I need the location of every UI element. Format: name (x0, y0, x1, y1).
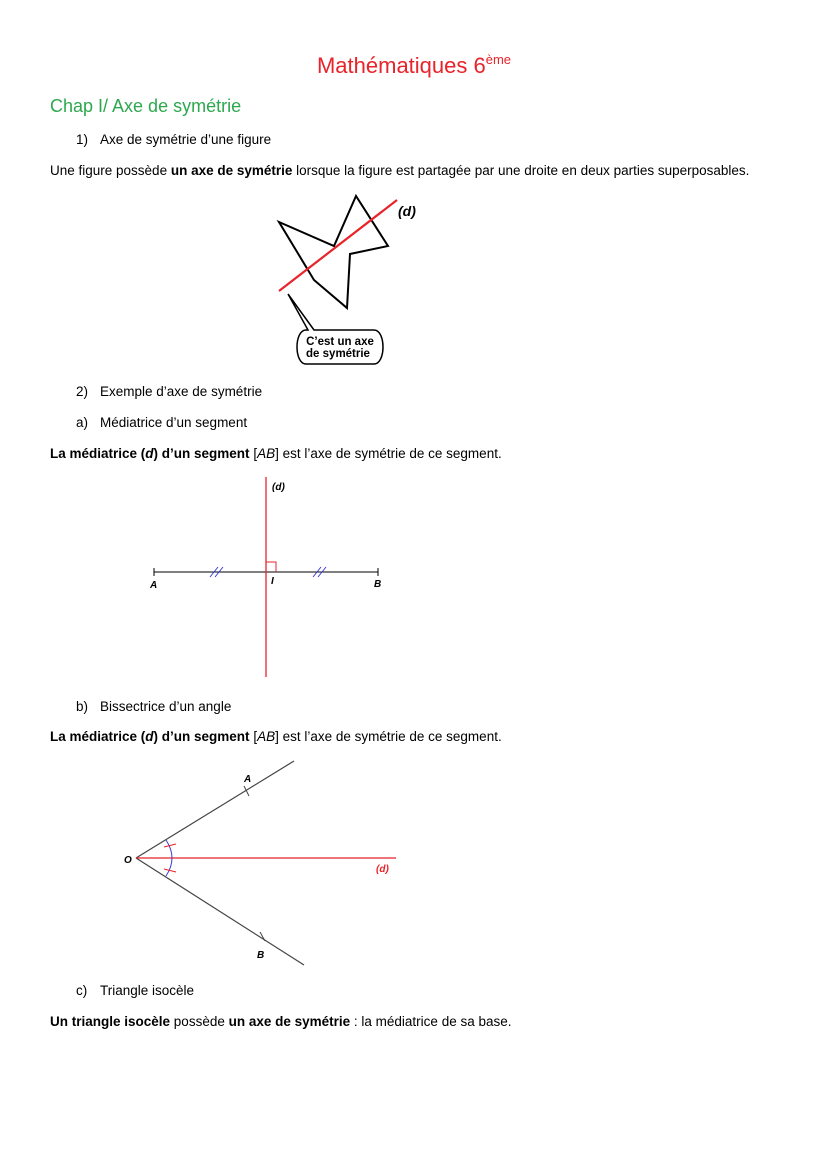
sa-text-1: [ (249, 446, 258, 461)
page-title (0, 52, 828, 79)
section-a-number: a) (76, 415, 89, 430)
section-a-heading (76, 415, 247, 430)
sb-bold-2: ) d’un segment (153, 729, 250, 744)
title-superscript: ème (485, 52, 512, 67)
section-1-title: Axe de symétrie d’une figure (100, 132, 272, 147)
bubble-text-line1: C’est un axe (306, 336, 374, 348)
section-1-number: 1) (76, 132, 89, 147)
figure-perpendicular-bisector (140, 475, 400, 680)
section-2-number: 2) (76, 384, 89, 399)
sb-italic-ab: AB (257, 729, 276, 744)
section-1-paragraph (50, 163, 749, 178)
section-2-title: Exemple d’axe de symétrie (100, 384, 263, 399)
sa-bold-1: La médiatrice ( (50, 446, 146, 461)
label-d: (d) (376, 864, 389, 875)
title-text: Mathématiques 6 (316, 53, 486, 78)
right-angle-mark (266, 562, 276, 572)
ray-oa (136, 761, 294, 858)
sa-bold-italic-d: d (145, 446, 154, 461)
section-b-title: Bissectrice d’un angle (100, 699, 232, 714)
star-shape (279, 196, 388, 308)
s1-text-2: lorsque la figure est partagée par une droite en deux parties superposables. (292, 163, 750, 178)
label-i: I (271, 576, 274, 587)
label-b: B (374, 579, 382, 590)
label-b: B (257, 950, 265, 961)
sc-bold-2: un axe de symétrie (228, 1014, 351, 1029)
section-c-number: c) (76, 983, 88, 998)
section-c-title: Triangle isocèle (100, 983, 195, 998)
section-a-title: Médiatrice d’un segment (100, 415, 248, 430)
section-b-paragraph (50, 729, 502, 744)
sb-text-1: [ (249, 729, 258, 744)
label-d: (d) (272, 482, 285, 493)
section-a-paragraph (50, 446, 502, 461)
bubble-text-line2: de symétrie (306, 348, 370, 360)
sb-bold-1: La médiatrice ( (50, 729, 146, 744)
chapter-heading: Chap I/ Axe de symétrie (50, 96, 242, 116)
s1-text-1: Une figure possède (50, 163, 171, 178)
s1-text-bold: un axe de symétrie (170, 163, 293, 178)
ray-ob (136, 858, 304, 965)
symmetry-axis-line (279, 200, 397, 291)
sa-bold-2: ) d’un segment (153, 446, 250, 461)
label-o: O (124, 855, 132, 866)
sb-bold-italic-d: d (145, 729, 154, 744)
sa-text-2: ] est l’axe de symétrie de ce segment. (275, 446, 502, 461)
axis-label: (d) (398, 203, 416, 219)
label-a: A (150, 580, 158, 591)
sc-bold-1: Un triangle isocèle (50, 1014, 171, 1029)
section-c-heading (76, 983, 194, 998)
label-a: A (244, 774, 252, 785)
sc-text-1: possède (170, 1014, 229, 1029)
sc-text-2: : la médiatrice de sa base. (350, 1014, 512, 1029)
sb-text-2: ] est l’axe de symétrie de ce segment. (275, 729, 502, 744)
section-b-number: b) (76, 699, 89, 714)
section-b-heading (76, 699, 231, 714)
section-2-heading (76, 384, 262, 399)
tick-on-b (260, 932, 265, 941)
sa-italic-ab: AB (257, 446, 276, 461)
figure-angle-bisector (120, 755, 410, 970)
section-1-heading (76, 132, 271, 147)
section-c-paragraph (50, 1014, 512, 1029)
figure-star-symmetry (270, 190, 430, 370)
